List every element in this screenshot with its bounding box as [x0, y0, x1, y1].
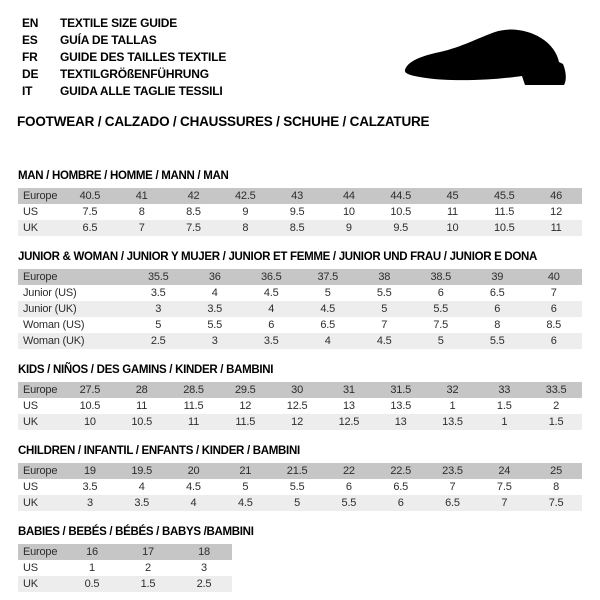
size-value-cell: 30 [271, 382, 323, 398]
language-label: TEXTILGRÖßENFÜHRUNG [60, 67, 209, 81]
size-value-cell: 6 [469, 301, 526, 317]
size-value-cell: 45.5 [478, 188, 530, 204]
size-value-cell: 37.5 [300, 269, 357, 285]
row-label-cell: US [23, 562, 38, 574]
size-value-cell: 1 [478, 414, 530, 430]
size-value-cell: 1.5 [496, 400, 512, 412]
size-value-cell: 5.5 [376, 287, 392, 299]
row-label-cell: UK [18, 414, 64, 430]
row-label-cell: Woman (US) [23, 319, 85, 331]
size-value-cell: 7.5 [168, 220, 220, 236]
size-value-cell: 38.5 [413, 269, 470, 285]
size-value-cell: 6 [437, 287, 444, 299]
size-value-cell: 5 [324, 287, 331, 299]
size-value-cell: 5.5 [289, 481, 305, 493]
size-value-cell: 9 [242, 206, 249, 218]
size-value-cell: 12.5 [323, 414, 375, 430]
table-row [18, 301, 582, 317]
size-value-cell: 4 [138, 481, 145, 493]
size-value-cell: 11.5 [494, 206, 515, 218]
size-value-cell: 8.5 [546, 319, 562, 331]
size-value-cell: 12.5 [286, 400, 308, 412]
size-table [18, 463, 582, 511]
size-value-cell: 6.5 [489, 287, 505, 299]
size-value-cell: 20 [168, 463, 220, 479]
size-value-cell: 41 [116, 188, 168, 204]
size-table-section [18, 170, 582, 236]
size-value-cell: 7.5 [82, 206, 98, 218]
size-value-cell: 4 [211, 287, 218, 299]
table-row [18, 463, 582, 479]
size-value-cell: 44 [323, 188, 375, 204]
size-value-cell: 6.5 [393, 481, 409, 493]
row-label-cell: Woman (UK) [18, 333, 130, 349]
row-label-cell: Europe [18, 269, 130, 285]
table-title: BABIES / BEBÉS / BÉBÉS / BABYS /BAMBINI [18, 526, 254, 538]
size-value-cell: 6.5 [320, 319, 336, 331]
size-value-cell: 4.5 [186, 481, 201, 493]
size-value-cell: 7.5 [496, 481, 512, 493]
tables-container [18, 170, 582, 592]
language-code: FR [22, 50, 38, 64]
size-value-cell: 28 [116, 382, 168, 398]
size-value-cell: 2 [145, 562, 151, 574]
size-value-cell: 3 [187, 333, 244, 349]
size-table [18, 382, 582, 430]
size-value-cell: 44.5 [375, 188, 427, 204]
size-value-cell: 13 [375, 414, 427, 430]
size-value-cell: 8.5 [271, 220, 323, 236]
size-value-cell: 11 [168, 414, 220, 430]
size-value-cell: 33.5 [530, 382, 582, 398]
category-title: FOOTWEAR / CALZADO / CHAUSSURES / SCHUHE / CALZATURE [17, 114, 430, 129]
size-value-cell: 7.5 [433, 319, 449, 331]
size-value-cell: 1.5 [120, 576, 176, 592]
table-row [18, 576, 232, 592]
size-value-cell: 10.5 [79, 400, 101, 412]
size-value-cell: 4 [243, 301, 300, 317]
size-value-cell: 6.5 [64, 220, 116, 236]
size-value-cell: 23.5 [427, 463, 479, 479]
size-value-cell: 5.5 [323, 495, 375, 511]
size-table [18, 544, 232, 592]
size-value-cell: 8 [553, 481, 560, 493]
size-value-cell: 18 [176, 544, 232, 560]
language-code: DE [22, 67, 39, 81]
row-label-cell: UK [18, 495, 64, 511]
shoe-icon [398, 28, 588, 96]
size-value-cell: 5.5 [413, 301, 470, 317]
size-value-cell: 3 [64, 495, 116, 511]
size-value-cell: 27.5 [64, 382, 116, 398]
size-value-cell: 6 [526, 301, 583, 317]
size-value-cell: 6 [375, 495, 427, 511]
size-value-cell: 5.5 [207, 319, 223, 331]
table-row [18, 414, 582, 430]
size-table-section [18, 445, 582, 511]
size-value-cell: 10.5 [116, 414, 168, 430]
table-title: MAN / HOMBRE / HOMME / MANN / MAN [18, 170, 229, 182]
size-value-cell: 35.5 [130, 269, 187, 285]
size-value-cell: 17 [120, 544, 176, 560]
size-value-cell: 8.5 [186, 206, 201, 218]
size-value-cell: 33 [478, 382, 530, 398]
size-value-cell: 36.5 [243, 269, 300, 285]
size-value-cell: 3.5 [82, 481, 98, 493]
size-value-cell: 9.5 [375, 220, 427, 236]
size-value-cell: 42.5 [219, 188, 271, 204]
size-table [18, 269, 582, 349]
language-label: TEXTILE SIZE GUIDE [60, 16, 178, 30]
size-value-cell: 11.5 [219, 414, 271, 430]
size-value-cell: 4.5 [219, 495, 271, 511]
language-label: GUÍA DE TALLAS [60, 33, 157, 47]
size-value-cell: 36 [187, 269, 244, 285]
size-value-cell: 38 [356, 269, 413, 285]
size-value-cell: 5 [271, 495, 323, 511]
size-value-cell: 4 [300, 333, 357, 349]
size-value-cell: 5 [356, 301, 413, 317]
size-value-cell: 4.5 [356, 333, 413, 349]
size-value-cell: 5.5 [469, 333, 526, 349]
size-value-cell: 2.5 [176, 576, 232, 592]
size-value-cell: 10 [427, 220, 479, 236]
table-row [18, 398, 582, 414]
size-value-cell: 25 [530, 463, 582, 479]
size-value-cell: 42 [168, 188, 220, 204]
language-code: IT [22, 84, 33, 98]
size-value-cell: 11.5 [183, 400, 204, 412]
size-value-cell: 45 [427, 188, 479, 204]
language-code: EN [22, 16, 39, 30]
size-value-cell: 39 [469, 269, 526, 285]
size-value-cell: 7 [116, 220, 168, 236]
size-value-cell: 13 [342, 400, 355, 412]
size-value-cell: 12 [550, 206, 562, 218]
size-value-cell: 1.5 [530, 414, 582, 430]
size-value-cell: 11 [446, 206, 458, 218]
size-value-cell: 1 [449, 400, 456, 412]
row-label-cell: Europe [18, 188, 64, 204]
size-value-cell: 6 [268, 319, 275, 331]
size-value-cell: 11 [530, 220, 582, 236]
size-value-cell: 21.5 [271, 463, 323, 479]
size-value-cell: 2.5 [130, 333, 187, 349]
size-value-cell: 7 [478, 495, 530, 511]
row-label-cell: Europe [18, 463, 64, 479]
size-value-cell: 10.5 [478, 220, 530, 236]
size-value-cell: 5 [155, 319, 162, 331]
table-row [18, 204, 582, 220]
table-row [18, 544, 232, 560]
size-value-cell: 4 [168, 495, 220, 511]
size-value-cell: 7.5 [530, 495, 582, 511]
size-value-cell: 7 [381, 319, 388, 331]
size-value-cell: 9.5 [289, 206, 305, 218]
size-value-cell: 9 [323, 220, 375, 236]
table-row [18, 382, 582, 398]
table-title: KIDS / NIÑOS / DES GAMINS / KINDER / BAMBINI [18, 364, 274, 376]
row-label-cell: US [23, 206, 38, 218]
size-value-cell: 7 [550, 287, 557, 299]
size-value-cell: 4.5 [300, 301, 357, 317]
size-value-cell: 13.5 [427, 414, 479, 430]
table-row [18, 333, 582, 349]
size-value-cell: 31.5 [375, 382, 427, 398]
table-title: JUNIOR & WOMAN / JUNIOR Y MUJER / JUNIOR ET FEMME / JUNIOR UND FRAU / JUNIOR E DONA [18, 251, 538, 263]
size-table-section [18, 526, 582, 592]
size-value-cell: 0.5 [64, 576, 120, 592]
size-value-cell: 16 [64, 544, 120, 560]
row-label-cell: US [23, 400, 38, 412]
language-label: GUIDA ALLE TAGLIE TESSILI [60, 84, 223, 98]
size-value-cell: 21 [219, 463, 271, 479]
table-row [18, 495, 582, 511]
size-value-cell: 28.5 [168, 382, 220, 398]
size-value-cell: 11 [136, 400, 148, 412]
size-value-cell: 10.5 [390, 206, 411, 218]
size-value-cell: 29.5 [219, 382, 271, 398]
size-value-cell: 2 [553, 400, 560, 412]
table-title: CHILDREN / INFANTIL / ENFANTS / KINDER / BAMBINI [18, 445, 300, 457]
size-value-cell: 3.5 [187, 301, 244, 317]
table-row [18, 220, 582, 236]
size-value-cell: 12 [271, 414, 323, 430]
language-label: GUIDE DES TAILLES TEXTILE [60, 50, 227, 64]
size-value-cell: 6 [345, 481, 352, 493]
size-value-cell: 40 [526, 269, 583, 285]
table-row [18, 560, 232, 576]
table-row [18, 479, 582, 495]
size-value-cell: 3 [130, 301, 187, 317]
size-value-cell: 10 [64, 414, 116, 430]
size-value-cell: 3.5 [150, 287, 166, 299]
row-label-cell: Junior (US) [23, 287, 77, 299]
size-value-cell: 13.5 [390, 400, 411, 412]
row-label-cell: Junior (UK) [18, 301, 130, 317]
size-value-cell: 8 [219, 220, 271, 236]
table-row [18, 285, 582, 301]
size-table-section [18, 251, 582, 349]
size-value-cell: 22 [323, 463, 375, 479]
size-value-cell: 4.5 [263, 287, 279, 299]
row-label-cell: US [23, 481, 38, 493]
size-value-cell: 8 [494, 319, 501, 331]
size-value-cell: 1 [89, 562, 95, 574]
table-row [18, 269, 582, 285]
row-label-cell: UK [18, 576, 64, 592]
size-value-cell: 46 [530, 188, 582, 204]
table-row [18, 317, 582, 333]
table-row [18, 188, 582, 204]
size-value-cell: 3.5 [243, 333, 300, 349]
row-label-cell: Europe [18, 382, 64, 398]
size-value-cell: 32 [427, 382, 479, 398]
size-value-cell: 22.5 [375, 463, 427, 479]
row-label-cell: UK [18, 220, 64, 236]
size-value-cell: 43 [271, 188, 323, 204]
size-value-cell: 6.5 [427, 495, 479, 511]
size-table [18, 188, 582, 236]
size-value-cell: 19.5 [116, 463, 168, 479]
size-value-cell: 24 [478, 463, 530, 479]
size-value-cell: 31 [323, 382, 375, 398]
size-value-cell: 8 [138, 206, 145, 218]
row-label-cell: Europe [18, 544, 64, 560]
language-code: ES [22, 33, 38, 47]
size-value-cell: 3 [201, 562, 207, 574]
size-value-cell: 7 [449, 481, 456, 493]
size-table-section [18, 364, 582, 430]
size-value-cell: 3.5 [116, 495, 168, 511]
size-value-cell: 10 [342, 206, 355, 218]
size-value-cell: 40.5 [64, 188, 116, 204]
size-value-cell: 5 [413, 333, 470, 349]
size-value-cell: 6 [526, 333, 583, 349]
size-value-cell: 19 [64, 463, 116, 479]
size-value-cell: 12 [239, 400, 252, 412]
size-value-cell: 5 [242, 481, 249, 493]
